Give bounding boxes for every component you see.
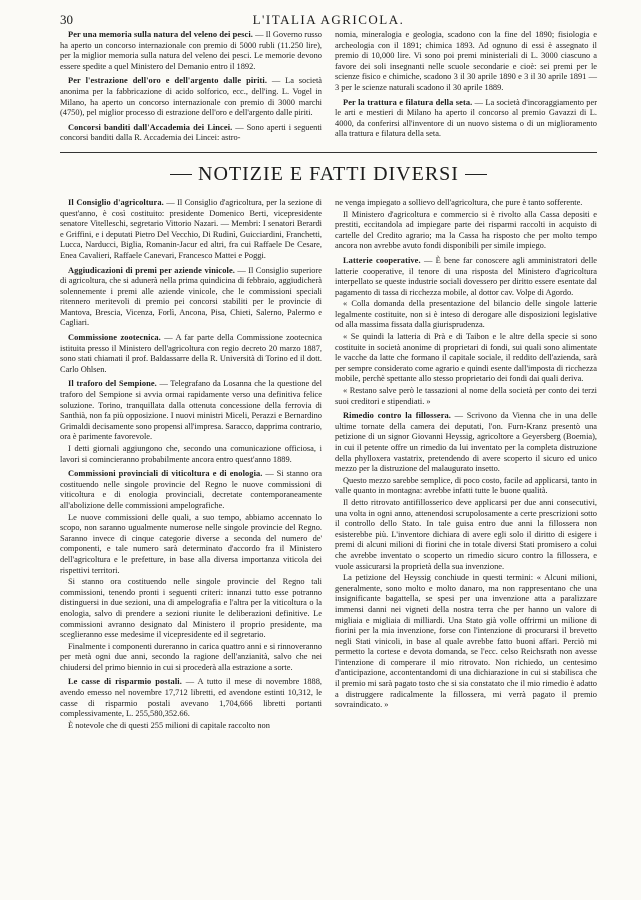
section-heading: NOTIZIE E FATTI DIVERSI	[198, 162, 459, 185]
paragraph-text: La petizione del Heyssig conchiude in questi termini: « Alcuni milioni, generalmente, sono molto e molto danaro, ma non rappresentano che una insignificante bagattella, se spesi per una invenzione atta a paralizzare immensi danni nei vigneti della nostra terra che per hanno un valore di migliaia e migliaia di milliardi. Una Stato già volle offrirmi un milione di fiorini per la mia invenzione, forse con l'intenzione di procurarsi il brevetto negli Stati vinicoli, in base al quale avrebbe fatto buoni affari. Perciò mi permetto la cortese e devota domanda, se l'ecc. celso Reichsrath non avesse l'intenzione di comperare il mio ritrovato. Non richiedo, un centesimo d'anticipazione, accontentandomi di una dichiarazione in cui si stabilisca che il premio mi sarà pagato tosto che si sia constatato che il mio rimedio è adatto a distruggere radicalmente la fillossera, mi verrà pagato il premio sovraindicato. »	[335, 573, 597, 710]
paragraph	[60, 721, 322, 732]
paragraph-lead: Commissioni provinciali di viticoltura e di enologia.	[68, 469, 263, 479]
paragraph-lead: Il traforo del Sempione.	[68, 379, 157, 389]
paragraph-text: Le nuove commissioni delle quali, a suo tempo, abbiamo accennato lo scopo, non saranno ugualmente numerose nelle singole provincie del Regno. Saranno invece di cinque categorie diverse a seconda del numero de' componenti, e tale numero sarà determinato d'accordo fra il Ministero dell'agricoltura e le prefetture, in base alla diversa importanza viticola dei rispettivi territori.	[60, 512, 322, 575]
paragraph-lead: Per la trattura e filatura della seta.	[343, 97, 473, 107]
paragraph	[60, 266, 322, 330]
paragraph-text: — A tutto il mese di novembre 1888, avendo emesso nel novembre 17,712 libretti, ed avendone estinti 10,312, le casse di risparmio postali avevano 1,704,666 libretti portanti complessivamente, L. 255,580,352.66.	[60, 677, 322, 719]
paragraph-lead: Latterie cooperative.	[343, 255, 421, 265]
paragraph-text: — Scrivono da Vienna che in una delle ultime tornate della camera dei deputati, l'on. Furn-Kranz presentò una petizione di un signor Giovanni Heyssig, agricoltore a Geyersberg (Boemia), in cui il petente offre un rimedio da lui inventato per la completa distruzione della phylloxera vastatrix, pretendendo di avere scoperto il sicuro ed unico mezzo per la distruzione del malaugurato insetto.	[335, 411, 597, 474]
heading-dash-left	[170, 174, 192, 175]
paragraph-text: — È bene far conoscere agli amministratori delle latterie cooperative, il tenore di una risposta del Ministero d'agricoltura interpellato se queste industrie sociali dovessero per diritto essere esentate dal pagamento di tassa di ricchezza mobile, al dottor cav. Volpe di Agordo.	[335, 255, 598, 297]
top-left-column	[60, 30, 322, 144]
paragraph-text: — Telegrafano da Losanna che la questione del traforo del Sempione si avvia ormai rapidamente verso una definitiva felice soluzione. Torino, tranquillata dalla ottenuta concessione della ferrovia di Santhià, non fa più opposizione. I nuovi ministri Miceli, Perazzi e Bernardino Grimaldi decisamente sono propensi all'impresa. Saracco, dapprima contrario, ora è parimente favorevole.	[60, 379, 322, 442]
main-columns	[60, 198, 597, 732]
paragraph-lead: Le casse di risparmio postali.	[68, 677, 182, 687]
paragraph-lead: Per una memoria sulla natura del veleno dei pesci.	[68, 30, 253, 39]
paragraph-lead: Il Consiglio d'agricoltura.	[68, 197, 164, 207]
paragraph-text: — Il Consiglio superiore di agricoltura, che si adunerà nella prima quindicina di febbraio, aggiudicherà solennemente i premi alle aziende vinicole, che le commissioni speciali ritennero meritevoli di premio pei concorsi stabiliti per le provincie di Mantova, Brescia, Vicenza, Forlì, Ancona, Pisa, Chieti, Salerno, Palermo e Cagliari.	[60, 265, 322, 328]
paragraph-text: Si stanno ora costituendo nelle singole provincie del Regno tali commissioni, tenendo pronti i seguenti criteri: innanzi tutto esse potranno distinguersi in due sezioni, una di ampelografia e l'altra per la viticoltura o la enologia, salvo di prendere a sezioni riunite le deliberazioni definitive. Le commissioni avranno designato dal Ministero il proprio presidente, ma sceglieranno esse medesime il vicepresidente ed il segretario.	[60, 577, 322, 640]
paragraph	[60, 198, 322, 262]
paragraph-text: « Colla domanda della presentazione del bilancio delle singole latterie legalmente costituite, non si è inteso di derogare alle disposizioni legislative od alla massima fissata dalla giurisprudenza.	[335, 299, 597, 330]
paragraph	[60, 30, 322, 72]
top-columns	[60, 30, 597, 144]
main-left-column	[60, 198, 322, 732]
paragraph-text: — Si stanno ora costituendo nelle singole provincie del Regno le nuove commissioni di viticoltura e di enologia provinciali, decretate contemporaneamente all'abolizione delle commissioni ampelografiche.	[60, 469, 323, 510]
paragraph-text: nomia, mineralogia e geologia, scadono con la fine del 1890; fisiologia e archeologia con il 1891; chimica 1893. Ad ognuno di essi è assegnato il premio di 10,000 lire. Vi sono poi premi ministeriali di L. 3000 ciascuno a favore dei soli insegnanti nelle scuole secondarie e cioè: sei premi per le scienze fisico e chimiche, scadono 3 il 30 aprile 1890 e 3 il 30 aprile 1891 — 3 per le scienze naturali scadono il 30 aprile 1889.	[335, 30, 597, 92]
paragraph	[335, 332, 597, 385]
paragraph	[335, 30, 597, 94]
running-title: L'ITALIA AGRICOLA.	[252, 12, 405, 27]
paragraph	[335, 498, 597, 572]
paragraph	[60, 444, 322, 465]
paragraph	[60, 123, 322, 144]
paragraph-text: — A far parte della Commissione zootecnica istituita presso il Ministero dell'agricoltura con regio decreto 20 marzo 1887, sono stati chiamati il prof. Baldassarre della R. Università di Torino ed il dott. Carlo Ohlsen.	[60, 333, 322, 374]
paragraph-text: — Il Governo russo ha aperto un concorso internazionale con premio di 5000 rubli (11.250 lire), per la miglior memoria sulla natura del veleno dei pesci. Le memorie devono essere spedite a quel Ministero del Demanio entro il 1892.	[60, 30, 322, 71]
paragraph	[60, 513, 322, 577]
paragraph-text: Il detto ritrovato antifillosserico deve applicarsi per due anni consecutivi, una volta in ogni anno, attenendosi scrupolosamente a certe prescrizioni sotto il controllo dello Stato. In tale guisa entro due anni la fillossera non esisterebbe più. L'inventore dichiara di avere egli solo il diritto di esigere i premi di alcuni milioni di fiorini che in totale diversi Stati promisero a colui che avrebbe inventato o scoperto un rimedio sicuro contro la fillossera, e vuole assicurarsi la proprietà della sua invenzione.	[335, 497, 597, 571]
main-right-column	[335, 198, 597, 732]
paragraph-text: « Restano salve però le tassazioni al nome della società per conto dei terzi suoi creditori e stipendiati. »	[335, 386, 597, 406]
paragraph-lead: Rimedio contro la fillossera.	[343, 411, 451, 421]
page-number: 30	[60, 12, 73, 27]
heading-dash-right	[465, 174, 487, 175]
paragraph-lead: Commissione zootecnica.	[68, 333, 161, 343]
paragraph-text: I detti giornali aggiungono che, secondo una comunicazione officiosa, i lavori si comincieranno probabilmente ancora entro quest'anno 1889.	[60, 444, 322, 464]
paragraph-text: « Se quindi la latteria di Prà e di Taibon e le altre della specie si sono costituite in società anonime di proprietari di fondi, sui quali sono alimentate le vacche da latte che formano il capitale sociale, il reddito dell'azienda, sarà per sempre considerato come agrario e quindi esente dall'imposta di ricchezza mobile, perchè spettante allo stesso proprietario dei fondi dai quali deriva.	[335, 332, 597, 384]
paragraph-text: ne venga impiegato a sollievo dell'agricoltura, che pure è tanto sofferente.	[335, 197, 583, 207]
paragraph	[60, 469, 322, 511]
paragraph-text: — La società anonima per la fabbricazione di acido solforico, ecc., dell'ing. L. Vogel in Milano, ha aperto un concorso internazionale con premio di 3000 marchi (4750), pel miglior processo di estrazione dell'oro e dell'argento dalle piriti.	[60, 76, 323, 118]
paragraph	[60, 76, 322, 118]
paragraph-text: — Sono aperti i seguenti concorsi banditi dalla R. Accademia dei Lincei: astro-	[60, 122, 322, 143]
paragraph	[60, 333, 322, 375]
paragraph	[335, 256, 597, 298]
paragraph	[335, 299, 597, 331]
paragraph	[60, 577, 322, 641]
paragraph	[335, 476, 597, 497]
paragraph-text: È notevole che di questi 255 milioni di capitale raccolto non	[68, 720, 270, 730]
paragraph	[335, 386, 597, 407]
paragraph-text: Il Ministero d'agricoltura e commercio si è rivolto alla Cassa depositi e prestiti, eccitandola ad impiegare parte dei risparmi raccolti in acquisto di cartelle del Credito agrario; ma la Cassa ha risposto che per molto tempo ancora non avrebbe avuto fondi disponibili per simile impiego.	[335, 209, 597, 251]
section-divider	[60, 152, 597, 153]
paragraph	[60, 379, 322, 443]
paragraph-lead: Aggiudicazioni di premi per aziende vinicole.	[68, 265, 235, 275]
paragraph	[335, 98, 597, 140]
section-heading-wrap	[60, 163, 597, 186]
paragraph	[335, 411, 597, 475]
paragraph-lead: Concorsi banditi dall'Accademia dei Lincei.	[68, 122, 233, 132]
paragraph-text: — La società d'incoraggiamento per le arti e mestieri di Milano ha aperto il concorso al premio Gavazzi di L. 4000, da conferirsi all'inventore di un nuovo sistema o di un miglioramento alla trattura e filatura della seta.	[335, 97, 597, 139]
paragraph	[60, 677, 322, 719]
paragraph	[335, 573, 597, 711]
paragraph	[335, 198, 597, 209]
paragraph	[335, 210, 597, 252]
paragraph-lead: Per l'estrazione dell'oro e dell'argento dalle piriti.	[68, 76, 268, 86]
top-right-column	[335, 30, 597, 144]
paragraph-text: — Il Consiglio d'agricoltura, per la sezione di quest'anno, è così costituito: presidente Domenico Berti, vicepresidente senatore Vitelleschi, segretario Vittorio Nazari. — Membri: I senatori Berardi e Griffini, e i deputati Pietro Del Vecchio, Di Rudinì, Guicciardini, Franchetti, Lucca, Narducci, Biglia, Romanin-Jacur ed altri, fra cui Raffaele De Cesare, Enea Cavalieri, Raffaele Canevari, Francesco Mattei e Poggi.	[60, 197, 323, 260]
paragraph	[60, 642, 322, 674]
paragraph-text: Finalmente i componenti dureranno in carica quattro anni e si rinnoveranno per metà ogni due anni, secondo la ragione dell'anzianità, salvo che nei chiudersi del primo biennio in cui si procederà alla estrazione a sorte.	[60, 641, 322, 672]
page-header	[60, 10, 597, 30]
paragraph-text: Questo mezzo sarebbe semplice, di poco costo, facile ad applicarsi, tanto in valle quanto in montagna: avrebbe infatti tutte le buone qualità.	[335, 475, 597, 496]
